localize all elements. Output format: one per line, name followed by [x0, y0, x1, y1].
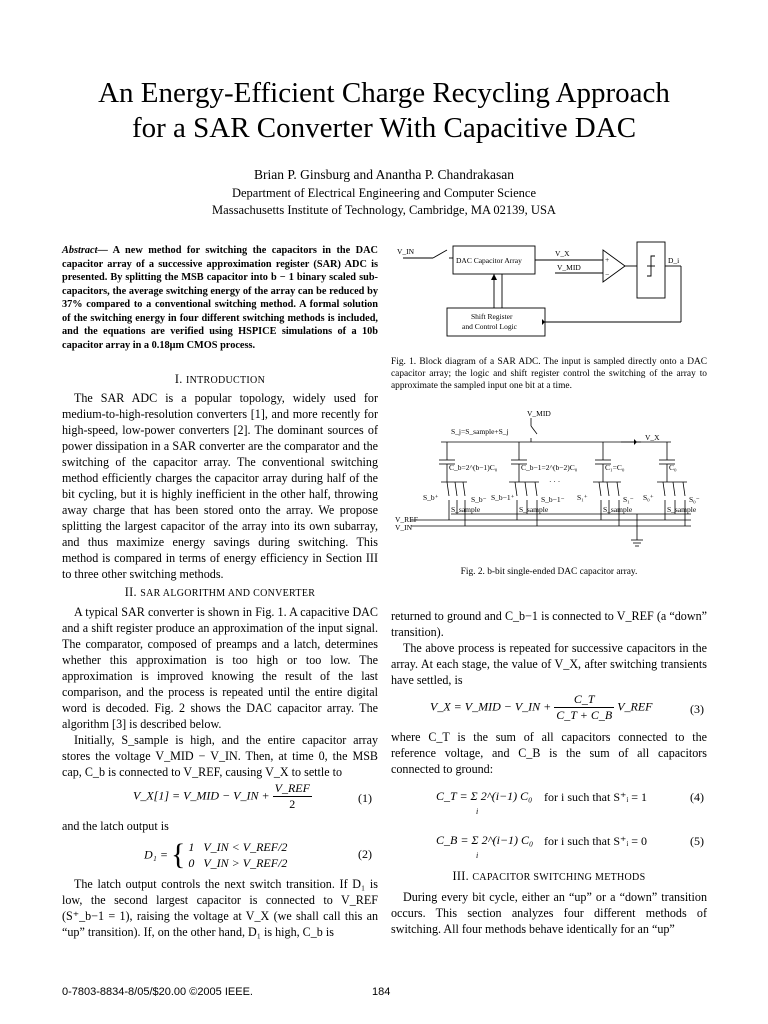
right-column-body-2	[391, 729, 707, 777]
fig1-control-logic-label: and Control Logic	[462, 322, 517, 331]
equation-4-subscript: i	[476, 807, 479, 816]
fig2-s1-plus: S₁⁺	[577, 493, 588, 502]
figure-1-caption: Fig. 1. Block diagram of a SAR ADC. The input is sampled directly onto a DAC capacitor array; the logic and shift register control the switching of the array to approximate the sampled input one bit at a time.	[391, 357, 707, 391]
equation-4-lhs: C_T = Σ 2^(i−1) C₀	[436, 789, 533, 803]
equation-3-denominator: C_T + C_B	[556, 708, 613, 722]
title-line-2: for a SAR Converter With Capacitive DAC	[131, 112, 637, 144]
right-column-body	[391, 608, 707, 688]
latch-text: and the latch output is	[62, 819, 169, 833]
section-3-body	[391, 889, 707, 937]
section-2-heading	[62, 585, 378, 601]
fig2-sb1-plus: S_b−1⁺	[491, 493, 515, 502]
equation-3-tail: V_REF	[617, 699, 653, 714]
equation-1-numerator: V_REF	[274, 781, 310, 795]
fig1-dac-label: DAC Capacitor Array	[456, 256, 522, 265]
section-3-heading	[391, 869, 707, 885]
figure-2-caption: Fig. 2. b-bit single-ended DAC capacitor array.	[460, 567, 638, 577]
fig2-dots: · · ·	[549, 477, 561, 486]
section-1-number: I.	[174, 372, 183, 386]
section-2-body	[62, 604, 378, 780]
affiliation-1: Department of Electrical Engineering and Computer Science	[231, 186, 537, 200]
section-2-paragraph-1: A typical SAR converter is shown in Fig. 1. A capacitive DAC and a shift register produce an approximation of the input signal. The comparator, composed of preamps and a latch, determines whether this approximation is too high or too low. The approximation is improved knowing the result of the last comparison, and the process is repeated until the entire digital word is decoded. Fig. 2 shows the DAC capacitor array. The algorithm [3] is described below.	[62, 605, 378, 731]
fig2-sb-minus: S_b⁻	[471, 495, 487, 504]
fig2-ssample-4: S_sample	[667, 505, 697, 514]
equation-5-subscript: i	[476, 851, 479, 860]
fig2-ssample-1: S_sample	[451, 505, 481, 514]
equation-2	[144, 838, 287, 872]
section-2-body-cont	[62, 876, 378, 940]
footer-copyright: 0-7803-8834-8/05/$20.00 ©2005 IEEE.	[62, 986, 253, 998]
section-2-paragraph-3: The latch output controls the next switch transition. If D₁ is low, the second largest capacitor is connected to V_REF (S⁺_b−1 = 1), raising the voltage at V_X (we shall call this an “up” transition). If, on the other hand, D₁ is high, C_b is	[62, 877, 378, 939]
figure-1-block-diagram	[391, 236, 711, 356]
fig2-vref-label: V_REF	[395, 515, 418, 524]
affiliation-2: Massachusetts Institute of Technology, Cambridge, MA 02139, USA	[212, 203, 556, 217]
fig2-vmid-label: V_MID	[527, 409, 551, 418]
right-paragraph-2: where C_T is the sum of all capacitors connected to the reference voltage, and C_B is the sum of all capacitors connected to ground:	[391, 730, 707, 776]
equation-4	[436, 789, 532, 804]
fig2-s1-minus: S₁⁻	[623, 495, 634, 504]
equation-3	[430, 692, 653, 723]
equation-2-cases	[188, 839, 287, 871]
equation-2-brace: {	[170, 838, 186, 871]
fig2-vin-label: V_IN	[395, 523, 413, 532]
equation-1-denominator: 2	[289, 797, 296, 811]
equation-2-lhs: D₁ =	[144, 847, 168, 862]
fig2-s0-plus: S₀⁺	[643, 493, 654, 502]
fig1-di-label: D_i	[668, 256, 680, 265]
authors: Brian P. Ginsburg and Anantha P. Chandrakasan	[254, 167, 514, 182]
equation-3-lhs: V_X = V_MID − V_IN +	[430, 699, 552, 714]
equation-5	[436, 833, 533, 848]
equation-1	[133, 781, 312, 812]
fig1-vin-label: V_IN	[397, 247, 415, 256]
section-3-number: III.	[452, 869, 469, 883]
equation-4-number: (4)	[690, 790, 704, 804]
fig1-plus: +	[605, 255, 610, 264]
figure-2-capacitor-array	[391, 404, 711, 556]
section-1-body	[62, 390, 378, 582]
equation-5-lhs: C_B = Σ 2^(i−1) C₀	[436, 833, 534, 847]
section-3-paragraph: During every bit cycle, either an “up” or a “down” transition occurs. This section analyzes four different methods of switching. All four methods behave identically for an “up”	[391, 890, 707, 936]
section-1-title: INTRODUCTION	[185, 375, 266, 386]
fig2-s0-minus: S₀⁻	[689, 495, 700, 504]
fig2-cb-label: C_b=2^(b−1)C₀	[449, 463, 498, 472]
title-line-1: An Energy-Efficient Charge Recycling Approach	[98, 77, 670, 109]
equation-1-fraction	[273, 781, 312, 812]
fig2-sj-label: S_j=S_sample+S_j	[451, 427, 509, 436]
equation-4-condition: for i such that S⁺ᵢ = 1	[544, 790, 648, 804]
equation-2-case-2: 0 V_IN > V_REF/2	[188, 856, 288, 870]
fig2-sb-plus: S_b⁺	[423, 493, 439, 502]
equation-5-number: (5)	[690, 834, 704, 848]
abstract-body: — A new method for switching the capacitors in the DAC capacitor array of a successive approximation register (SAR) ADC is presented. By splitting the MSB capacitor into b − 1 binary scaled sub-capacitors, the average switching energy of the array can be reduced by 37% compared to a conventional switching method. A formal solution of the switching energy in four different switching methods is included, and the equations are verified using HSPICE simulations of a 10b capacitor array in a 0.18μm CMOS process.	[62, 245, 378, 351]
paper-title	[40, 76, 728, 146]
section-2-number: II.	[124, 585, 137, 599]
fig2-sb1-minus: S_b−1⁻	[541, 495, 565, 504]
equation-5-condition: for i such that S⁺ᵢ = 0	[544, 834, 648, 848]
right-paragraph-1: The above process is repeated for successive capacitors in the array. At each stage, the value of V_X, after switching transients have settled, is	[391, 641, 707, 687]
fig2-vx-label: V_X	[645, 433, 660, 442]
abstract	[62, 244, 378, 352]
fig1-minus: −	[605, 270, 610, 279]
equation-3-number: (3)	[690, 702, 704, 716]
equation-3-fraction	[554, 692, 614, 723]
section-2-paragraph-2: Initially, S_sample is high, and the entire capacitor array stores the voltage V_MID − V_IN. Then, at time 0, the MSB cap, C_b is connected to V_REF, causing V_X to settle to	[62, 733, 378, 779]
equation-1-lhs: V_X[1] = V_MID − V_IN +	[133, 788, 270, 803]
latch-text-block	[62, 818, 378, 834]
fig2-c0-label: C₀	[669, 463, 677, 472]
equation-2-case-1: 1 V_IN < V_REF/2	[188, 840, 288, 854]
fig1-vmid-label: V_MID	[557, 263, 581, 272]
section-3-title: CAPACITOR SWITCHING METHODS	[472, 872, 646, 883]
section-1-heading	[62, 372, 378, 388]
author-block	[40, 166, 728, 219]
section-2-title: SAR ALGORITHM AND CONVERTER	[140, 588, 316, 599]
page-number: 184	[372, 986, 391, 998]
fig1-shift-register-label: Shift Register	[471, 312, 513, 321]
fig2-c1-label: C₁=C₀	[605, 463, 625, 472]
fig2-ssample-3: S_sample	[603, 505, 633, 514]
equation-1-number: (1)	[358, 791, 372, 805]
abstract-lead: Abstract	[62, 245, 98, 256]
right-paragraph-0: returned to ground and C_b−1 is connected to V_REF (a “down” transition).	[391, 609, 707, 639]
fig2-cb1-label: C_b−1=2^(b−2)C₀	[521, 463, 578, 472]
fig1-vx-label: V_X	[555, 249, 570, 258]
equation-2-number: (2)	[358, 847, 372, 861]
fig2-ssample-2: S_sample	[519, 505, 549, 514]
section-1-paragraph: The SAR ADC is a popular topology, widely used for medium-to-high-resolution converters [1], and more recently for high-speed, low-power converters [2]. The dominant sources of power dissipation in a SAR converter are the comparator and the switching of the capacitor array. The conventional switching method efficiently charges the capacitor array during half of the bit cycling, but it is highly inefficient in the other half, throwing away charge that has been stored onto the array. We propose splitting the largest capacitor of the array into its own subarray, and thus maximize energy savings during switching. This method is compared in terms of energy efficiency in Section III to three other switching methods.	[62, 391, 378, 581]
equation-3-numerator: C_T	[554, 692, 614, 708]
